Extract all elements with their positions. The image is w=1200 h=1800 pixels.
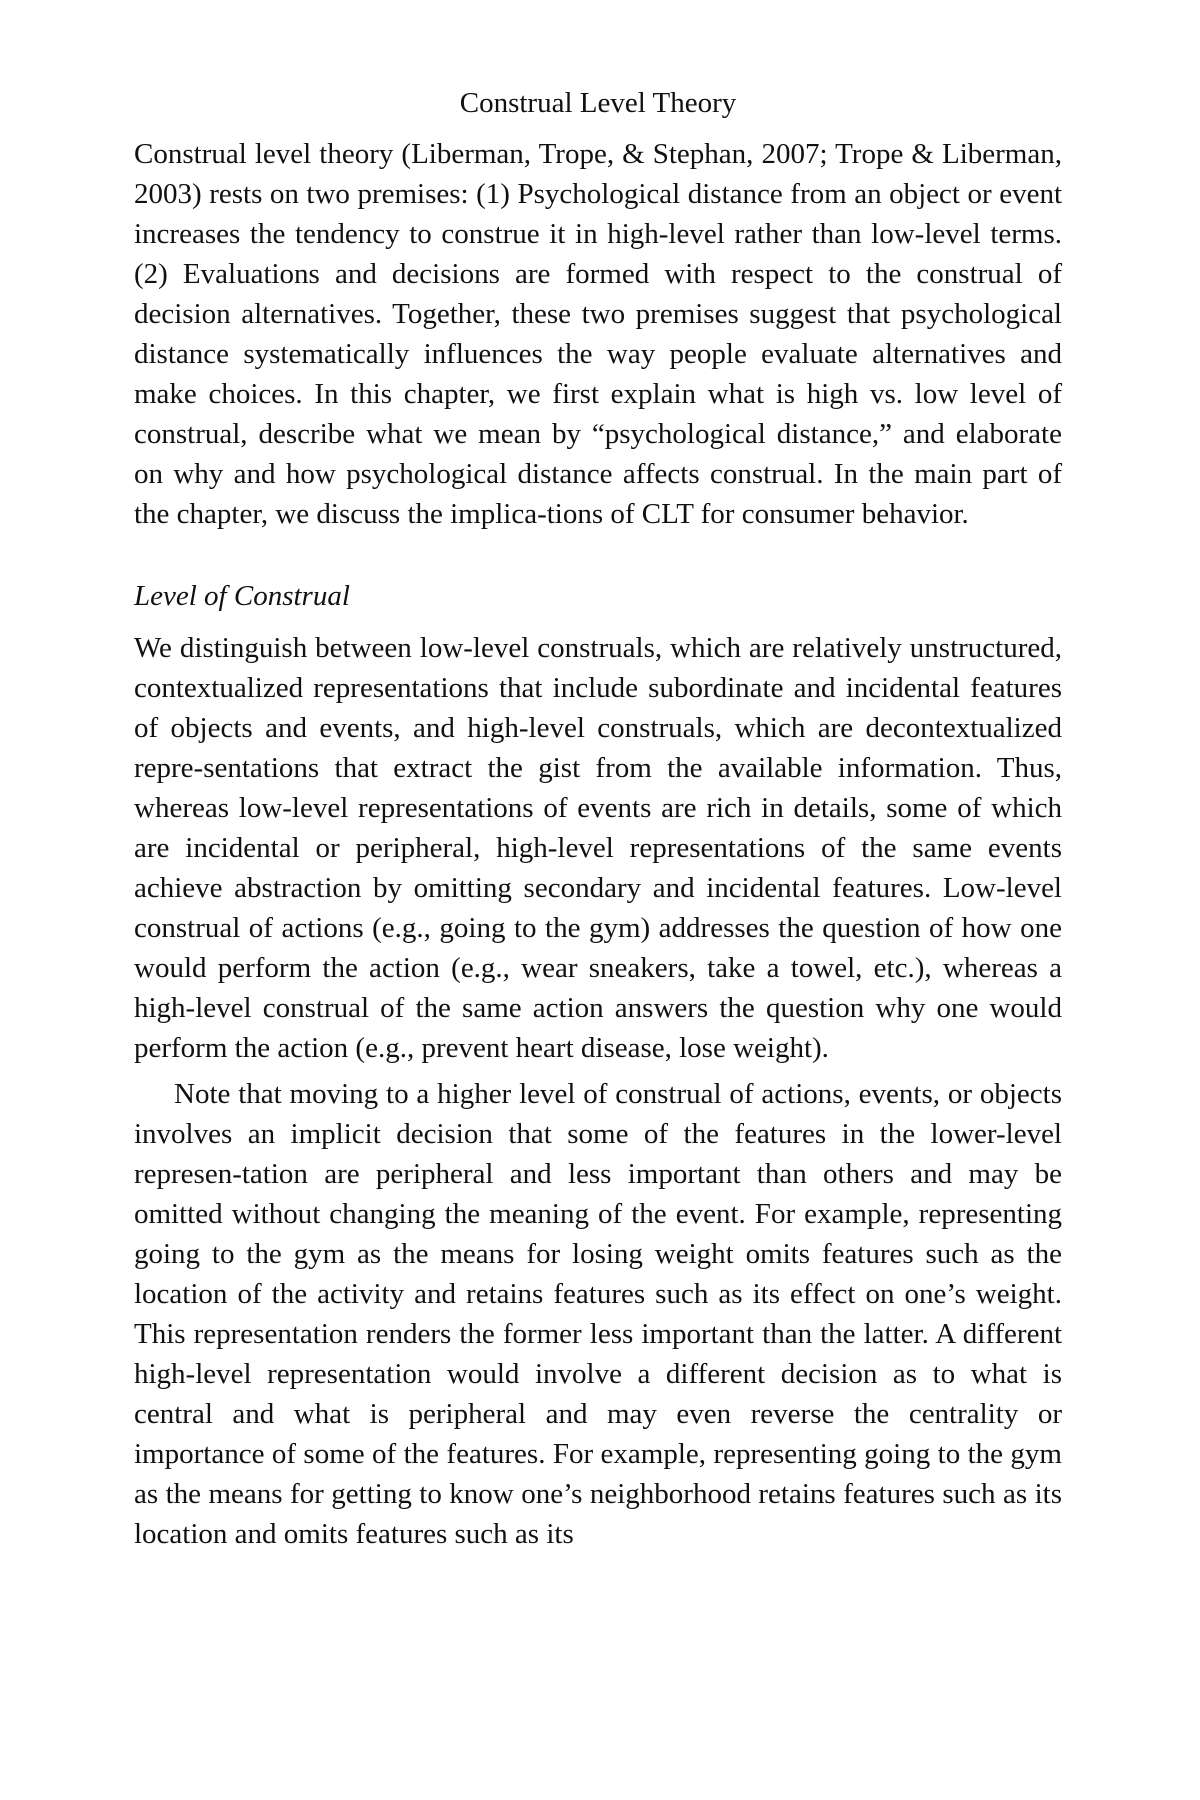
- page-title: Construal Level Theory: [459, 87, 737, 119]
- section-paragraph-2: Note that moving to a higher level of construal of actions, events, or objects involves an implicit decision that some of the features in the lower-level represen-tation are peripheral and less important than others and may be omitted without changing the meaning of the event. For example, representing going to the gym as the means for losing weight omits features such as the location of the activity and retains features such as its effect on one’s weight. This representation renders the former less important than the latter. A different high-level representation would involve a different decision as to what is central and what is peripheral and may even reverse the centrality or importance of some of the features. For example, representing going to the gym as the means for getting to know one’s neighborhood retains features such as its location and omits features such as its: [134, 1078, 1062, 1550]
- section-heading: Level of Construal: [134, 580, 350, 612]
- section-paragraph-1: We distinguish between low-level construals, which are relatively unstructured, contextualized representations that include subordinate and incidental features of objects and events, and high-level construals, which are decontextualized repre-sentations that extract the gist from the available information. Thus, whereas low-level representations of events are rich in details, some of which are incidental or peripheral, high-level representations of the same events achieve abstraction by omitting secondary and incidental features. Low-level construal of actions (e.g., going to the gym) addresses the question of how one would perform the action (e.g., wear sneakers, take a towel, etc.), whereas a high-level construal of the same action answers the question why one would perform the action (e.g., prevent heart disease, lose weight).: [134, 632, 1062, 1064]
- document-page: [134, 82, 1062, 1554]
- intro-paragraph: Construal level theory (Liberman, Trope, & Stephan, 2007; Trope & Liberman, 2003) rests on two premises: (1) Psychological distance from an object or event increases the tendency to construe it in high-level rather than low-level terms. (2) Evaluations and decisions are formed with respect to the construal of decision alternatives. Together, these two premises suggest that psychological distance systematically influences the way people evaluate alternatives and make choices. In this chapter, we first explain what is high vs. low level of construal, describe what we mean by “psychological distance,” and elaborate on why and how psychological distance affects construal. In the main part of the chapter, we discuss the implica-tions of CLT for consumer behavior.: [134, 138, 1062, 530]
